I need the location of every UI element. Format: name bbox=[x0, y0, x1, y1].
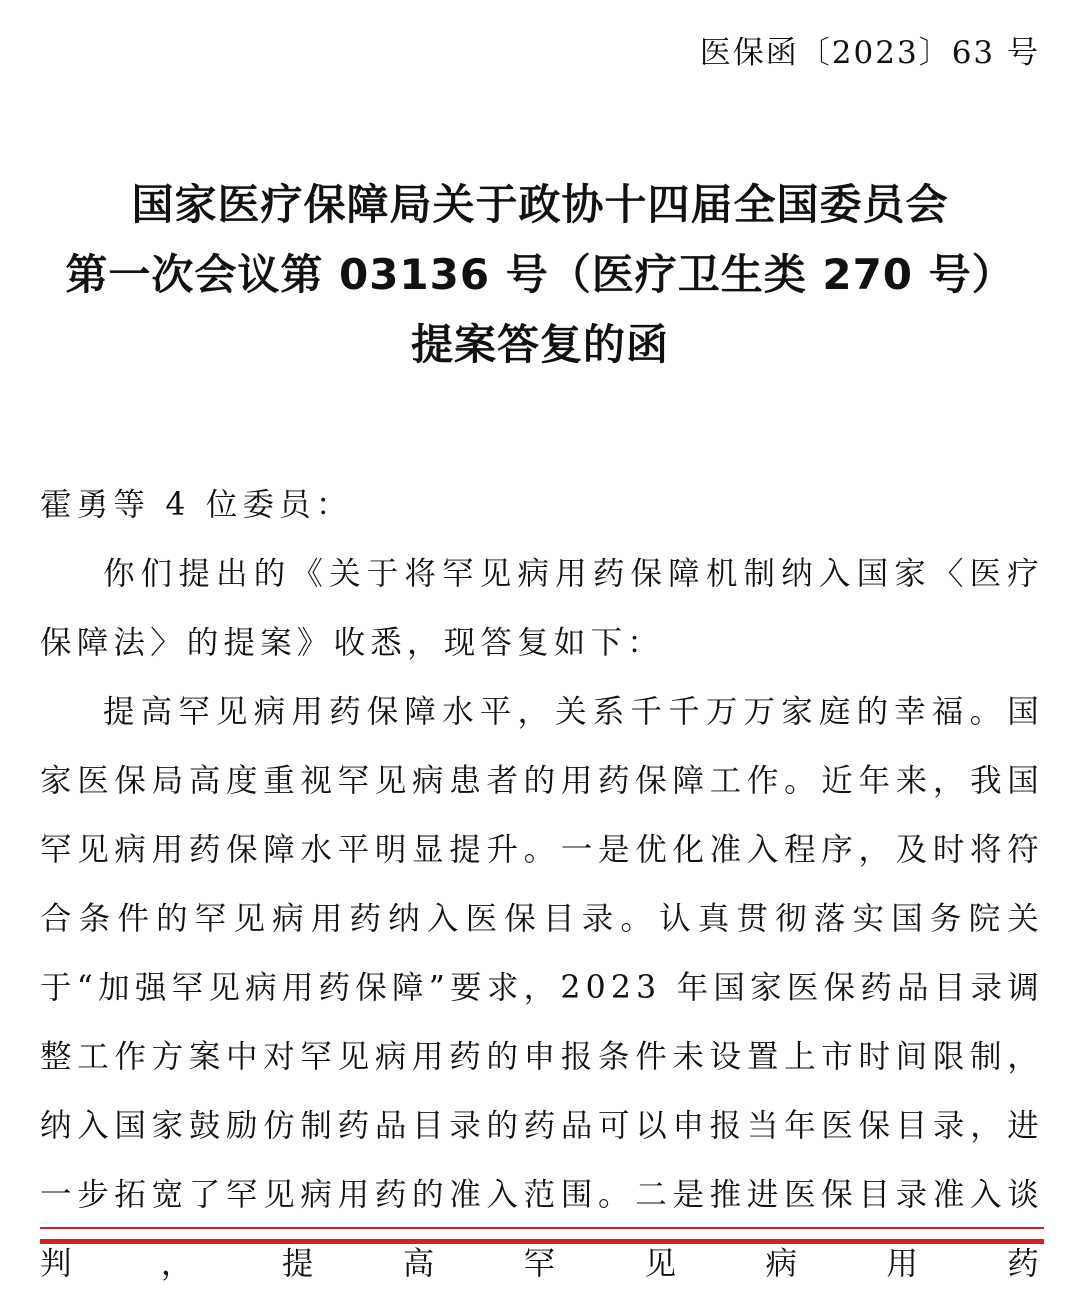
title-line-1: 国家医疗保障局关于政协十四届全国委员会 bbox=[131, 180, 949, 229]
document-number: 医保函〔2023〕63 号 bbox=[699, 35, 1040, 71]
document-body bbox=[40, 471, 1044, 1299]
paragraph-main: 提高罕见病用药保障水平，关系千千万万家庭的幸福。国家医保局高度重视罕见病患者的用药保障工作。近年来，我国罕见病用药保障水平明显提升。一是优化准入程序，及时将符合条件的罕见病用药纳入医保目录。认真贯彻落实国务院关于“加强罕见病用药保障”要求，2023 年国家医保药品目录调整工作方案中对罕见病用药的申报条件未设置上市时间限制，纳入国家鼓励仿制药品目录的药品可以申报当年医保目录，进一步拓宽了罕见病用药的准入范围。二是推进医保目录准入谈判，提高罕见病用药 bbox=[40, 694, 1044, 1282]
title-line-2: 第一次会议第 03136 号（医疗卫生类 270 号） bbox=[65, 250, 1015, 299]
title-line-3: 提案答复的函 bbox=[410, 320, 669, 369]
footer-thick-red-rule bbox=[40, 1239, 1044, 1244]
document-title bbox=[0, 170, 1080, 380]
footer-thin-red-rule bbox=[40, 1227, 1044, 1229]
paragraph-intro: 你们提出的《关于将罕见病用药保障机制纳入国家〈医疗保障法〉的提案》收悉，现答复如下： bbox=[40, 556, 1044, 661]
salutation: 霍勇等 4 位委员： bbox=[40, 487, 353, 523]
